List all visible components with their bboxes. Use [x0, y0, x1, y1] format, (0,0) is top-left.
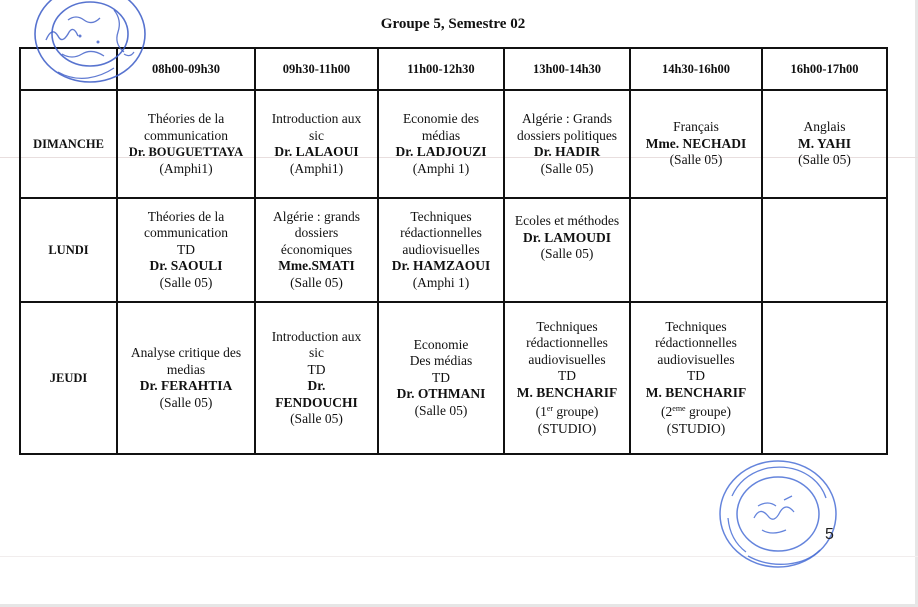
course-cell: Techniques rédactionnelles audiovisuelles Dr. HAMZAOUI (Amphi 1) [378, 198, 504, 302]
course-cell: Théories de la communication Dr. BOUGUETTAYA (Amphi1) [117, 90, 255, 198]
teacher-name: Dr. BOUGUETTAYA [128, 145, 244, 159]
time-slot-2: 09h30-11h00 [255, 48, 378, 90]
teacher-name: M. BENCHARIF [645, 384, 747, 400]
room: (Salle 05) [540, 246, 594, 261]
teacher-name: Dr. [307, 378, 326, 393]
group-label: (2eme groupe) [661, 404, 731, 420]
room: (Amphi 1) [412, 160, 470, 176]
room: (Salle 05) [414, 402, 468, 418]
course-cell: Economie des médias Dr. LADJOUZI (Amphi 1) [378, 90, 504, 198]
teacher-name: Dr. OTHMANI [396, 386, 486, 402]
course-cell: Français Mme. NECHADI (Salle 05) [630, 90, 762, 198]
teacher-name: Dr. LAMOUDI [522, 229, 611, 245]
row-lundi [20, 198, 887, 302]
teacher-name: Dr. HAMZAOUI [391, 258, 491, 274]
time-slot-4: 13h00-14h30 [504, 48, 630, 90]
room: (Salle 05) [159, 394, 213, 410]
room: (Salle 05) [669, 152, 723, 168]
room: (Salle 05) [540, 160, 594, 176]
empty-cell [762, 302, 887, 454]
room: (Salle 05) [290, 411, 343, 426]
official-stamp-icon [28, 0, 158, 97]
teacher-name: Dr. LALAOUI [274, 144, 359, 159]
teacher-name: Mme. NECHADI [645, 135, 747, 151]
course-cell: Anglais M. YAHI (Salle 05) [762, 90, 887, 198]
official-stamp-icon [714, 456, 842, 572]
empty-cell [762, 198, 887, 302]
teacher-name: Dr. HADIR [533, 144, 601, 159]
teacher-name: Dr. FERAHTIA [139, 378, 233, 393]
course-cell: Economie Des médias TD Dr. OTHMANI (Salle 05) [378, 302, 504, 454]
course-cell: Algérie : Grands dossiers politiques Dr. HADIR (Salle 05) [504, 90, 630, 198]
course-cell: Introduction aux sic TD Dr. FENDOUCHI (Salle 05) [255, 302, 378, 454]
row-dimanche [20, 90, 887, 198]
course-cell: Analyse critique des medias Dr. FERAHTIA (Salle 05) [117, 302, 255, 454]
teacher-name: FENDOUCHI [275, 394, 358, 410]
teacher-name: Mme.SMATI [278, 258, 355, 274]
course-cell: Ecoles et méthodes Dr. LAMOUDI (Salle 05) [504, 198, 630, 302]
group-label: (1er groupe) [535, 404, 599, 420]
time-slot-1: 08h00-09h30 [117, 48, 255, 90]
time-slot-3: 11h00-12h30 [378, 48, 504, 90]
course-cell: Techniques rédactionnelles audiovisuelles TD M. BENCHARIF (2eme groupe) (STUDIO) [630, 302, 762, 454]
room: (Salle 05) [798, 152, 851, 168]
course-cell: Théories de la communication TD Dr. SAOULI (Salle 05) [117, 198, 255, 302]
page-number: 5 [825, 526, 834, 543]
room: (Amphi1) [159, 160, 213, 176]
room: (Amphi1) [289, 160, 344, 176]
teacher-name: Dr. SAOULI [149, 258, 223, 274]
teacher-name: M. BENCHARIF [516, 384, 618, 400]
page-title: Groupe 5, Semestre 02 [380, 16, 526, 32]
course-cell: Introduction aux sic Dr. LALAOUI (Amphi1) [255, 90, 378, 198]
teacher-name: M. YAHI [797, 135, 851, 151]
time-slot-5: 14h30-16h00 [630, 48, 762, 90]
course-cell: Techniques rédactionnelles audiovisuelles TD M. BENCHARIF (1er groupe) (STUDIO) [504, 302, 630, 454]
teacher-name: Dr. LADJOUZI [395, 144, 487, 159]
day-label: JEUDI [20, 302, 117, 454]
row-jeudi [20, 302, 887, 454]
timetable [19, 47, 888, 455]
empty-cell [630, 198, 762, 302]
day-label: DIMANCHE [20, 90, 117, 198]
time-slot-6: 16h00-17h00 [762, 48, 887, 90]
course-cell: Algérie : grands dossiers économiques Mme.SMATI (Salle 05) [255, 198, 378, 302]
room: (Salle 05) [290, 274, 343, 290]
room: (STUDIO) [666, 420, 726, 436]
room: (Salle 05) [159, 274, 213, 290]
room: (STUDIO) [537, 420, 597, 436]
day-label: LUNDI [20, 198, 117, 302]
room: (Amphi 1) [412, 274, 470, 290]
